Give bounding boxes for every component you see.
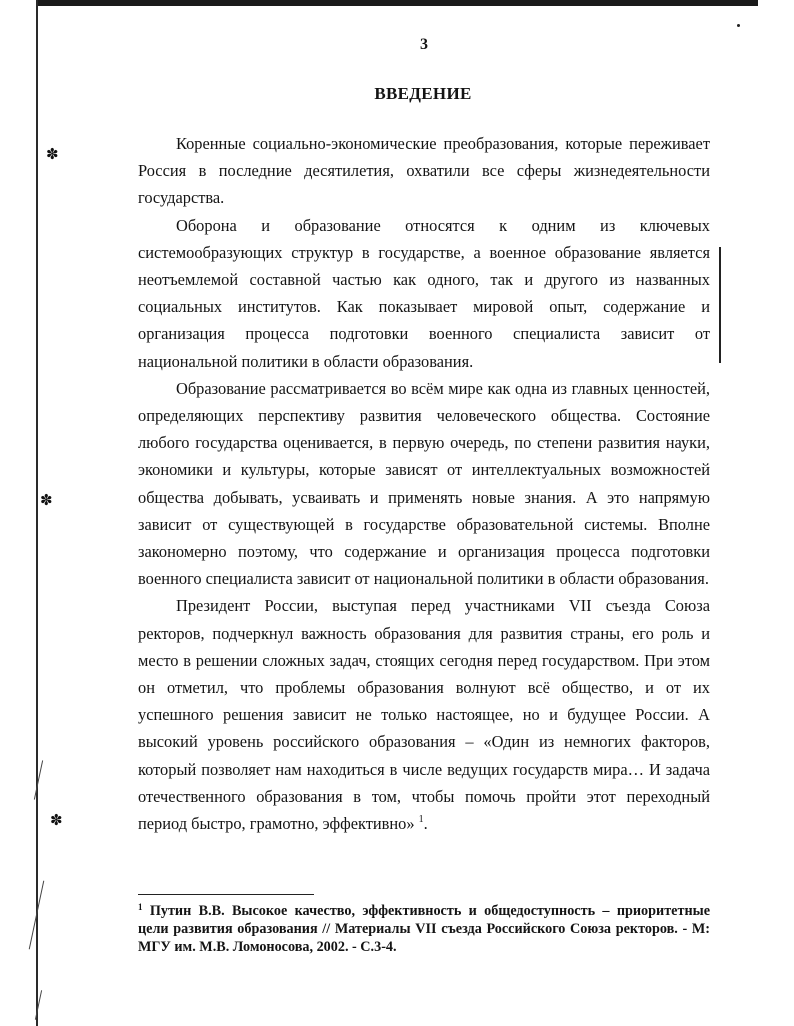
- scan-blot-icon: ✽: [50, 813, 63, 829]
- footnote-reference[interactable]: 1: [418, 814, 424, 826]
- scan-edge-top: [36, 0, 758, 6]
- paragraph-text: Коренные социально-экономические преобразования, которые переживает Россия в последние десятилетия, охватили все сферы жизнедеятельности государства.: [138, 134, 710, 208]
- footnote: [138, 902, 710, 956]
- page-number: 3: [420, 36, 428, 53]
- scan-speck: [737, 24, 740, 27]
- paragraph: Президент России, выступая перед участниками VII съезда Союза ректоров, подчеркнул важность образования для развития страны, его роль и место в решении сложных задач, стоящих сегодня перед государством. При этом он отметил, что проблемы образования волнуют всё общество, и от их успешного решения зависит не только настоящее, но и будущее России. А высокий уровень российского образования – «Один из немногих факторов, который позволяет нам находиться в числе ведущих государств мира… И задача отечественного образования в том, чтобы помочь пройти этот переходный период быстро, грамотно, эффективно» $^1$.: [138, 596, 710, 834]
- margin-bar: [719, 247, 721, 363]
- footnote-divider: [138, 894, 314, 895]
- footnote-text: Путин В.В. Высокое качество, эффективность и общедоступность – приоритетные цели развития образования // Материалы VII съезда Российского Союза ректоров. - М: МГУ им. М.В. Ломоносова, 2002. - С.3-4.: [138, 903, 711, 955]
- paragraph: [138, 212, 710, 375]
- body-text: [138, 130, 710, 837]
- scan-edge-left: [36, 0, 38, 1026]
- scan-blot-icon: ✽: [40, 493, 53, 509]
- page-title: ВВЕДЕНИЕ: [374, 84, 472, 103]
- paragraph: [138, 375, 710, 593]
- paragraph: [138, 130, 710, 212]
- paragraph-text: Оборона и образование относятся к одним из ключевых системообразующих структур в государстве, а военное образование является неотъемлемой составной частью как одного, так и другого из названных социальных институтов. Как показывает мировой опыт, содержание и организация процесса подготовки военного специалиста зависит от национальной политики в области образования.: [138, 215, 710, 371]
- paragraph-text: Президент России, выступая перед участниками VII съезда Союза ректоров, подчеркнул важность образования для развития страны, его роль и место в решении сложных задач, стоящих сегодня перед государством. При этом он отметил, что проблемы образования волнуют всё общество, и от их успешного решения зависит не только настоящее, но и будущее России. А высокий уровень российского образования – «Один из немногих факторов, который позволяет нам находиться в числе ведущих государств мира… И задача отечественного образования в том, чтобы помочь пройти этот переходный период быстро, грамотно, эффективно»: [138, 596, 710, 834]
- scan-blot-icon: ✽: [46, 147, 59, 163]
- paragraph-text: Образование рассматривается во всём мире как одна из главных ценностей, определяющих перспективу развития человеческого общества. Состояние любого государства оценивается, в первую очередь, по степени развития науки, экономики и культуры, которые зависят от интеллектуальных возможностей общества добывать, усваивать и применять новые знания. А это напрямую зависит от существующей в государстве образовательной системы. Вполне закономерно поэтому, что содержание и организация процесса подготовки военного специалиста зависит от национальной политики в области образования.: [138, 378, 710, 589]
- footnote-number: 1: [138, 902, 143, 912]
